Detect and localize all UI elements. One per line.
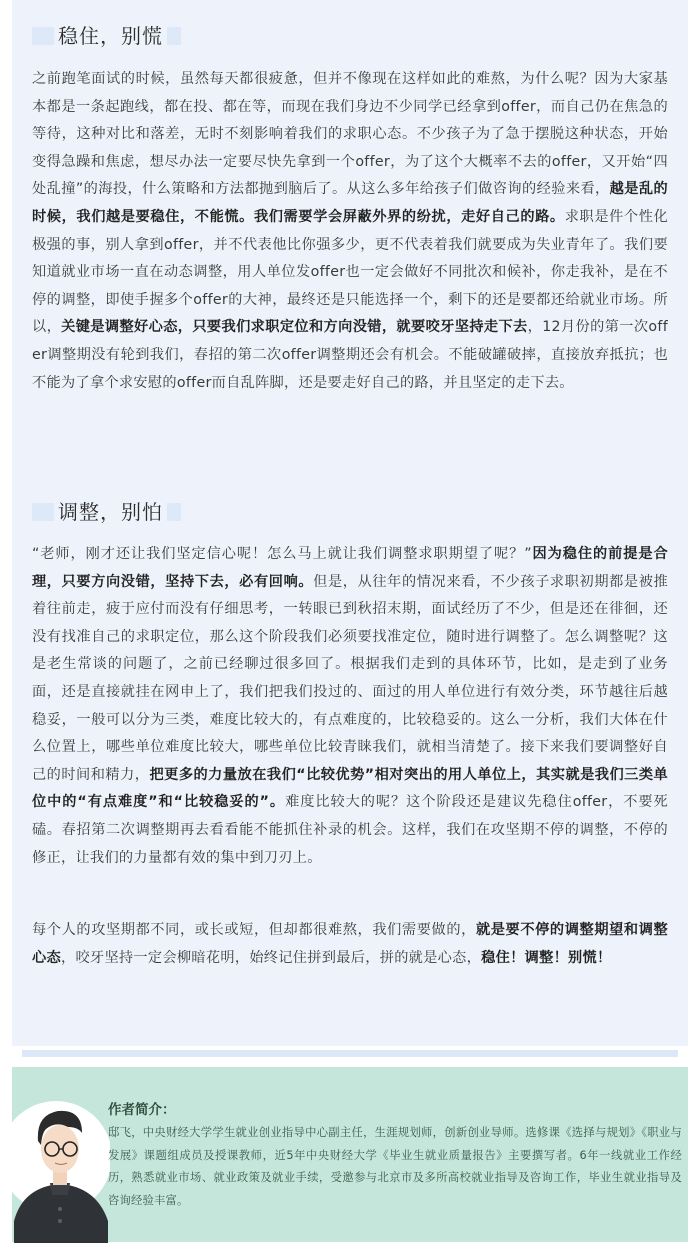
author-card (12, 1067, 688, 1242)
author-heading: 作者简介： (108, 1102, 176, 1118)
section-heading-steady (32, 21, 181, 51)
paragraph-adjust (32, 541, 668, 872)
section-title: 调整，别怕 (58, 500, 163, 524)
paragraph-conclusion (32, 917, 668, 972)
heading-deco-left (32, 27, 54, 45)
text-run: ，咬牙坚持一定会柳暗花明，始终记住拼到最后，拼的就是心态， (60, 949, 482, 966)
heading-deco-left (32, 503, 54, 521)
text-run: ，12月份的第一次offer调整期没有轮到我们，春招的第二次offer调整期还会有机会。不能破罐破摔，直接放弃抵抗；也不能为了拿个求安慰的offer而自乱阵脚，还是要走好自己的路，并且坚定的走下去。 (32, 319, 668, 391)
heading-deco-right (167, 503, 181, 521)
bold-run: 就是要不停的调整期望和调整心态 (32, 922, 668, 966)
bold-run: 因为稳住的前提是合理，只要方向没错，坚持下去，必有回响。 (32, 546, 669, 590)
section-title: 稳住，别慌 (58, 24, 163, 48)
divider (22, 1050, 678, 1057)
text-run: 难度比较大的呢？这个阶段还是建议先稳住offer，不要死磕。春招第二次调整期再去看看能不能抓住补录的机会。这样，我们在攻坚期不停的调整，不停的修正，让我们的力量都有效的集中到刀刃上。 (32, 794, 668, 866)
paragraph-steady (32, 66, 668, 397)
text-run: “老师，刚才还让我们坚定信心呢！怎么马上就让我们调整求职期望了呢？” (32, 546, 532, 562)
text-run: 之前跑笔面试的时候，虽然每天都很疲惫，但并不像现在这样如此的难熬，为什么呢？因为大家基本都是一条起跑线，都在投、都在等，而现在我们身边不少同学已经拿到offer，而自己仍在焦急的等待，这种对比和落差，无时不刻影响着我们的求职心态。不少孩子为了急于摆脱这种状态，开始变得急躁和焦虑，想尽办法一定要尽快先拿到一个offer，为了这个大概率不去的offer，又开始“四处乱撞”的海投，什么策略和方法都抛到脑后了。从这么多年给孩子们做咨询的经验来看， (32, 71, 668, 198)
author-avatar-illustration (12, 1071, 110, 1243)
section-heading-adjust (32, 497, 181, 527)
text-run: 但是，从往年的情况来看，不少孩子求职初期都是被推着往前走，疲于应付而没有仔细思考，一转眼已到秋招末期，面试经历了不少，但是还在徘徊，还没有找准自己的求职定位，那么这个阶段我们必须要找准定位，随时进行调整了。怎么调整呢？这是老生常谈的问题了，之前已经聊过很多回了。根据我们走到的具体环节，比如，是走到了业务面，还是直接就挂在网申上了，我们把我们投过的、面过的用人单位进行有效分类，环节越往后越稳妥，一般可以分为三类，难度比较大的，有点难度的，比较稳妥的。这么一分析，我们大体在什么位置上，哪些单位难度比较大，哪些单位比较青睐我们，就相当清楚了。接下来我们要调整好自己的时间和精力， (32, 573, 669, 783)
heading-deco-right (167, 27, 181, 45)
author-bio: 邸飞，中央财经大学学生就业创业指导中心副主任，生涯规划师，创新创业导师。选修课《选择与规划》《职业与发展》课题组成员及授课教师，近5年中央财经大学《毕业生就业质量报告》主要撰写者。6年一线就业工作经历，熟悉就业市场、就业政策及就业手续，受邀参与北京市及多所高校就业指导及咨询工作，毕业生就业指导及咨询经验丰富。 (108, 1126, 682, 1207)
text-run: 求职是件个性化极强的事，别人拿到offer，并不代表他比你强多少，更不代表着我们就要成为失业青年了。我们要知道就业市场一直在动态调整，用人单位发offer也一定会做好不同批次和候补，你走我补，是在不停的调整，即使手握多个offer的大神，最终还是只能选择一个，剩下的还是要都还给就业市场。所以， (32, 208, 668, 336)
bold-run: 越是乱的时候，我们越是要稳住，不能慌。我们需要学会屏蔽外界的纷扰，走好自己的路。 (32, 181, 668, 225)
text-run: 每个人的攻坚期都不同，或长或短，但却都很难熬，我们需要做的， (32, 922, 476, 938)
bold-run: 关键是调整好心态，只要我们求职定位和方向没错，就要咬牙坚持走下去 (61, 319, 528, 336)
article-card (12, 0, 688, 1046)
bold-run: 稳住！调整！别慌！ (481, 949, 612, 966)
bold-run: 把更多的力量放在我们“比较优势”相对突出的用人单位上，其实就是我们三类单位中的“有点难度”和“比较稳妥的”。 (32, 766, 669, 811)
